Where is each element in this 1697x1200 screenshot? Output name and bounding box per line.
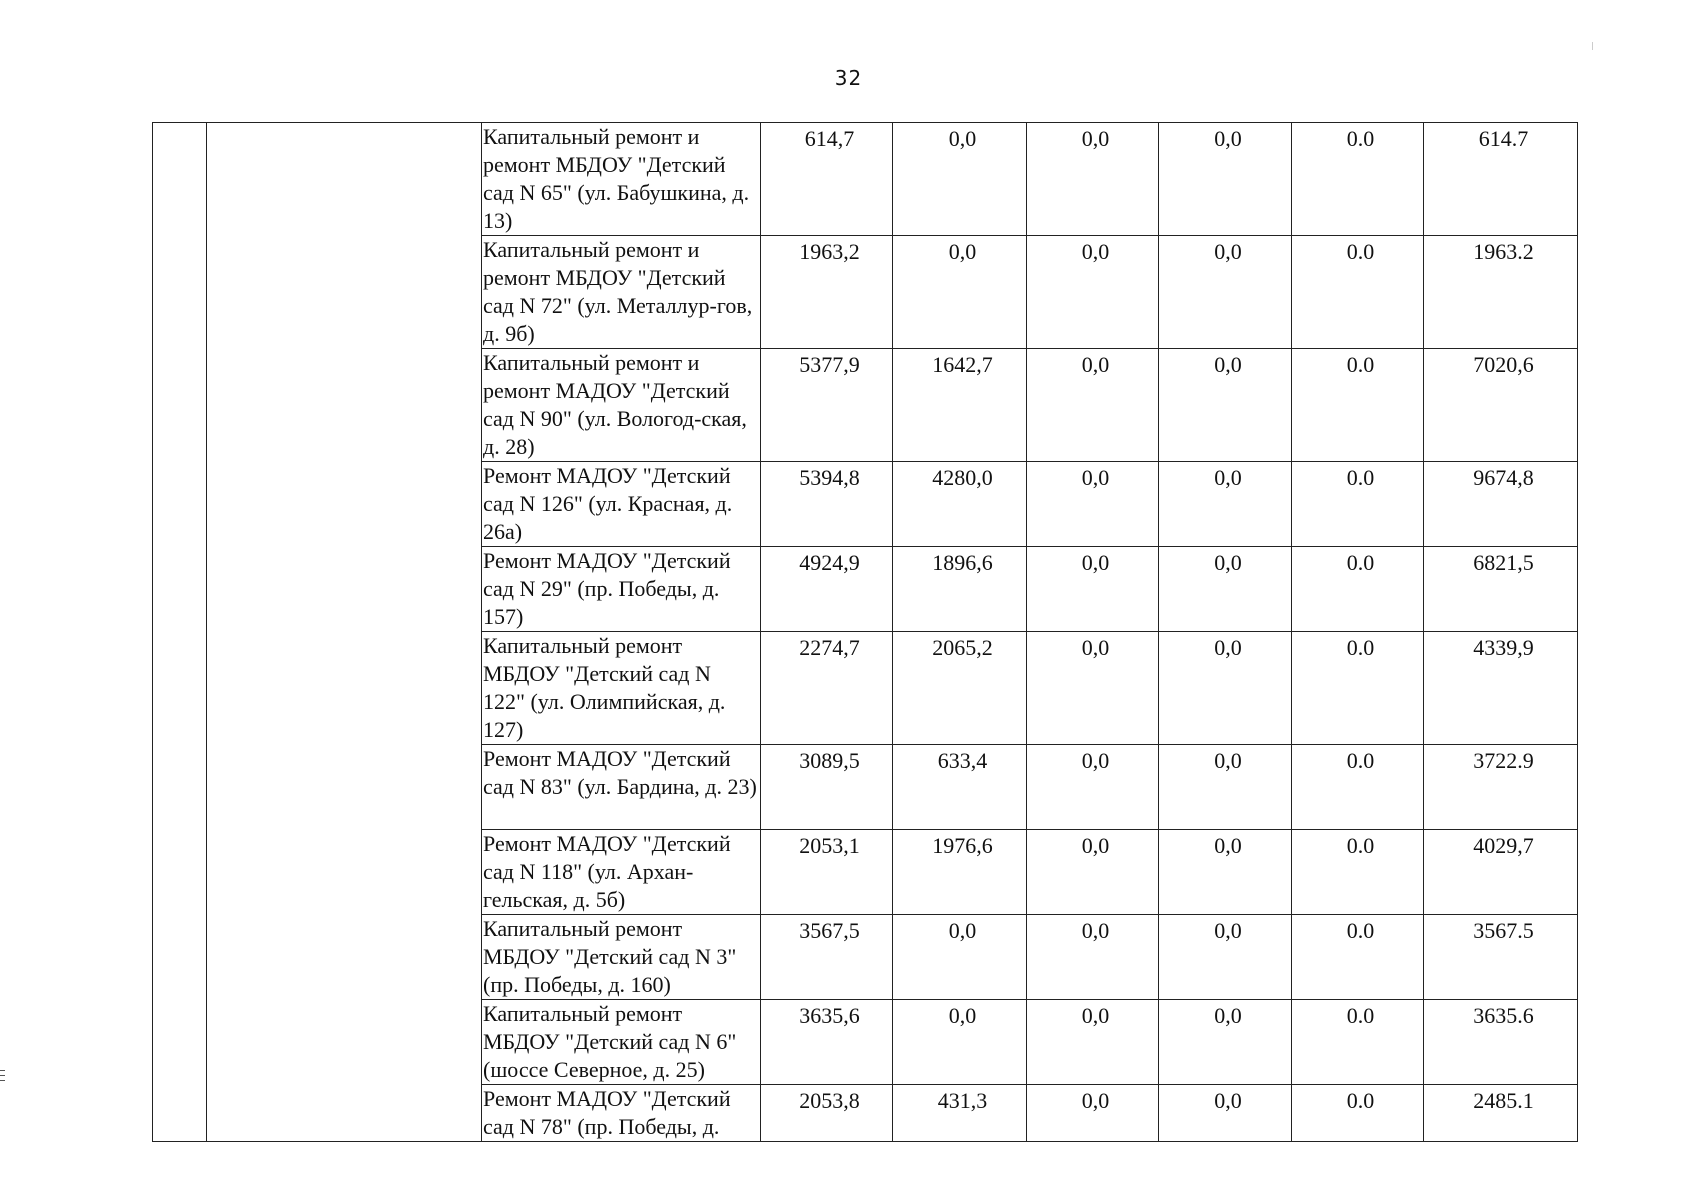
object-description: Ремонт МАДОУ "Детский сад N 29" (пр. Победы, д. 157) [482, 547, 761, 632]
value-cell: 0,0 [1159, 745, 1292, 830]
value-cell: 0,0 [1027, 830, 1159, 915]
value-cell: 0,0 [1027, 123, 1159, 236]
value-cell: 0,0 [1027, 1085, 1159, 1142]
budget-table [152, 122, 1578, 1142]
table-row [153, 123, 1578, 236]
value-cell: 0,0 [1159, 1085, 1292, 1142]
object-description: Капитальный ремонт и ремонт МБДОУ "Детский сад N 65" (ул. Бабушкина, д. 13) [482, 123, 761, 236]
value-cell: 0,0 [1027, 462, 1159, 547]
value-cell: 3567,5 [761, 915, 893, 1000]
value-cell: 2053,1 [761, 830, 893, 915]
value-cell: 0.0 [1292, 830, 1424, 915]
value-cell: 614,7 [761, 123, 893, 236]
value-cell: 0,0 [1159, 1000, 1292, 1085]
value-cell: 633,4 [893, 745, 1027, 830]
object-description: Ремонт МАДОУ "Детский сад N 78" (пр. Победы, д. [482, 1085, 761, 1142]
value-cell: 431,3 [893, 1085, 1027, 1142]
value-cell: 4280,0 [893, 462, 1027, 547]
total-cell: 6821,5 [1424, 547, 1578, 632]
object-description: Капитальный ремонт и ремонт МАДОУ "Детский сад N 90" (ул. Вологод-ская, д. 28) [482, 349, 761, 462]
value-cell: 0,0 [1027, 745, 1159, 830]
value-cell: 3089,5 [761, 745, 893, 830]
value-cell: 0,0 [893, 236, 1027, 349]
object-description: Ремонт МАДОУ "Детский сад N 118" (ул. Архан-гельская, д. 5б) [482, 830, 761, 915]
total-cell: 2485.1 [1424, 1085, 1578, 1142]
object-description: Ремонт МАДОУ "Детский сад N 83" (ул. Бардина, д. 23) [482, 745, 761, 830]
value-cell: 0,0 [1159, 123, 1292, 236]
value-cell: 0,0 [1159, 462, 1292, 547]
value-cell: 0.0 [1292, 349, 1424, 462]
total-cell: 9674,8 [1424, 462, 1578, 547]
value-cell: 0,0 [1159, 632, 1292, 745]
value-cell: 0,0 [1027, 236, 1159, 349]
value-cell: 4924,9 [761, 547, 893, 632]
total-cell: 1963.2 [1424, 236, 1578, 349]
value-cell: 0.0 [1292, 915, 1424, 1000]
value-cell: 3635,6 [761, 1000, 893, 1085]
value-cell: 2053,8 [761, 1085, 893, 1142]
scan-mark [0, 1070, 5, 1071]
value-cell: 0.0 [1292, 1000, 1424, 1085]
value-cell: 1642,7 [893, 349, 1027, 462]
value-cell: 0.0 [1292, 123, 1424, 236]
scan-mark [0, 1075, 5, 1076]
total-cell: 614.7 [1424, 123, 1578, 236]
value-cell: 0.0 [1292, 462, 1424, 547]
value-cell: 5394,8 [761, 462, 893, 547]
value-cell: 0,0 [1027, 1000, 1159, 1085]
value-cell: 0,0 [1159, 349, 1292, 462]
object-description: Капитальный ремонт и ремонт МБДОУ "Детский сад N 72" (ул. Металлур-гов, д. 9б) [482, 236, 761, 349]
value-cell: 0,0 [893, 1000, 1027, 1085]
value-cell: 0,0 [1159, 915, 1292, 1000]
object-description: Капитальный ремонт МБДОУ "Детский сад N 6" (шоссе Северное, д. 25) [482, 1000, 761, 1085]
value-cell: 0,0 [1159, 830, 1292, 915]
value-cell: 0.0 [1292, 1085, 1424, 1142]
program-cell [207, 123, 482, 1142]
object-description: Капитальный ремонт МБДОУ "Детский сад N 122" (ул. Олимпийская, д. 127) [482, 632, 761, 745]
scan-mark [0, 1080, 5, 1081]
value-cell: 0.0 [1292, 632, 1424, 745]
value-cell: 0,0 [1159, 547, 1292, 632]
value-cell: 5377,9 [761, 349, 893, 462]
value-cell: 1963,2 [761, 236, 893, 349]
value-cell: 0,0 [1027, 632, 1159, 745]
value-cell: 1896,6 [893, 547, 1027, 632]
value-cell: 0,0 [893, 123, 1027, 236]
value-cell: 0.0 [1292, 547, 1424, 632]
object-description: Капитальный ремонт МБДОУ "Детский сад N 3" (пр. Победы, д. 160) [482, 915, 761, 1000]
object-description: Ремонт МАДОУ "Детский сад N 126" (ул. Красная, д. 26а) [482, 462, 761, 547]
total-cell: 7020,6 [1424, 349, 1578, 462]
value-cell: 1976,6 [893, 830, 1027, 915]
total-cell: 4029,7 [1424, 830, 1578, 915]
scan-edge-marks [0, 1070, 6, 1085]
total-cell: 3635.6 [1424, 1000, 1578, 1085]
value-cell: 0.0 [1292, 745, 1424, 830]
value-cell: 0,0 [1159, 236, 1292, 349]
table-body [153, 123, 1578, 1142]
value-cell: 2065,2 [893, 632, 1027, 745]
scan-mark [1592, 42, 1593, 50]
value-cell: 0.0 [1292, 236, 1424, 349]
value-cell: 0,0 [1027, 915, 1159, 1000]
total-cell: 4339,9 [1424, 632, 1578, 745]
total-cell: 3567.5 [1424, 915, 1578, 1000]
value-cell: 2274,7 [761, 632, 893, 745]
value-cell: 0,0 [1027, 349, 1159, 462]
total-cell: 3722.9 [1424, 745, 1578, 830]
index-cell [153, 123, 207, 1142]
page-number: 32 [834, 66, 863, 90]
value-cell: 0,0 [893, 915, 1027, 1000]
value-cell: 0,0 [1027, 547, 1159, 632]
